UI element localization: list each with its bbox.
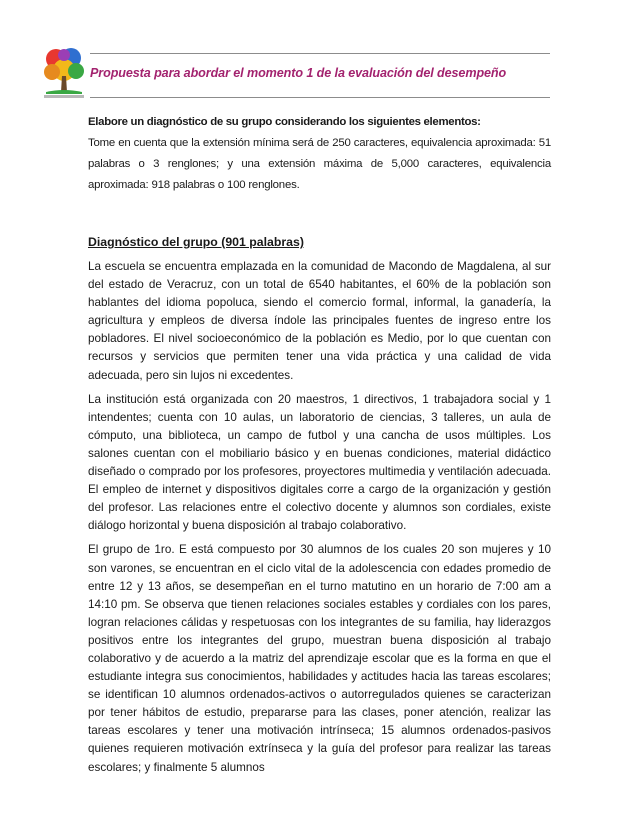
instructions-heading: Elabore un diagnóstico de su grupo considerando los siguientes elementos: xyxy=(88,116,481,128)
section-title: Diagnóstico del grupo (901 palabras) xyxy=(88,235,304,249)
header-title: Propuesta para abordar el momento 1 de la evaluación del desempeño xyxy=(90,66,507,80)
paragraph-institution: La institución está organizada con 20 maestros, 1 directivos, 1 trabajadora social y 1 intendentes; cuenta con 10 aulas, un laboratorio de ciencias, 3 talleres, un aula de cómputo, una biblioteca, un campo de futbol y una cancha de usos múltiples. Los salones cuentan con el mobiliario básico y en buenas condiciones, material didáctico diseñado o comprado por los profesores, proyectores multimedia y ventilación adecuada. El empleo de internet y dispositivos digitales corre a cargo de la organización y gestión del profesor. Las relaciones entre el colectivo docente y alumnos son cordiales, existe diálogo horizontal y buena disposición al trabajo colaborativo. xyxy=(88,392,551,533)
page-header xyxy=(40,42,550,100)
paragraph-community: La escuela se encuentra emplazada en la comunidad de Macondo de Magdalena, al sur del estado de Veracruz, con un total de 6540 habitantes, el 60% de la población son hablantes del idioma popoluca, siendo el comercio formal, informal, la ganadería, la agricultura y empleos de diversa índole las principales fuentes de ingreso entre los pobladores. El nivel socioeconómico de la población es Medio, por lo que cuentan con recursos y servicios que permiten tener una vida práctica y una calidad de vida adecuada, pero sin lujos ni excedentes. xyxy=(88,260,551,382)
paragraph-group: El grupo de 1ro. E está compuesto por 30 alumnos de los cuales 20 son mujeres y 10 son varones, se encuentran en el ciclo vital de la adolescencia con edades promedio de entre 12 y 13 años, se desempeñan en el turno matutino en un horario de 7:00 am a 14:10 pm. Se observa que tienen relaciones sociales estables y cordiales con los pares, logran relaciones cálidas y respetuosas con los integrantes de su familia, hay liderazgos positivos entre los integrantes del grupo, muestran buena disposición al trabajo colaborativo y de acuerdo a la matriz del aprendizaje escolar que es la forma en que el estudiante integra sus conocimientos, habilidades y actitudes hacia las tareas escolares; se identifican 10 alumnos ordenados-activos o autorregulados quienes se caracterizan por tener hábitos de estudio, prepararse para las clases, poner atención, realizar las tareas escolares y tener una motivación intrínseca; 15 alumnos ordenados-pasivos quienes requieren motivación extrínseca y la guía del profesor para realizar las tareas escolares; y finalmente 5 alumnos xyxy=(88,543,551,774)
instructions-body: Tome en cuenta que la extensión mínima será de 250 caracteres, equivalencia aproximada: 51 palabras o 3 renglones; y una extensión máxima de 5,000 caracteres, equivalencia aproximada: 918 palabras o 100 renglones. xyxy=(88,137,551,191)
header-rule-bottom xyxy=(90,97,550,98)
header-rule-top xyxy=(90,53,550,54)
document-body xyxy=(88,114,551,783)
tree-logo-icon xyxy=(40,42,88,100)
